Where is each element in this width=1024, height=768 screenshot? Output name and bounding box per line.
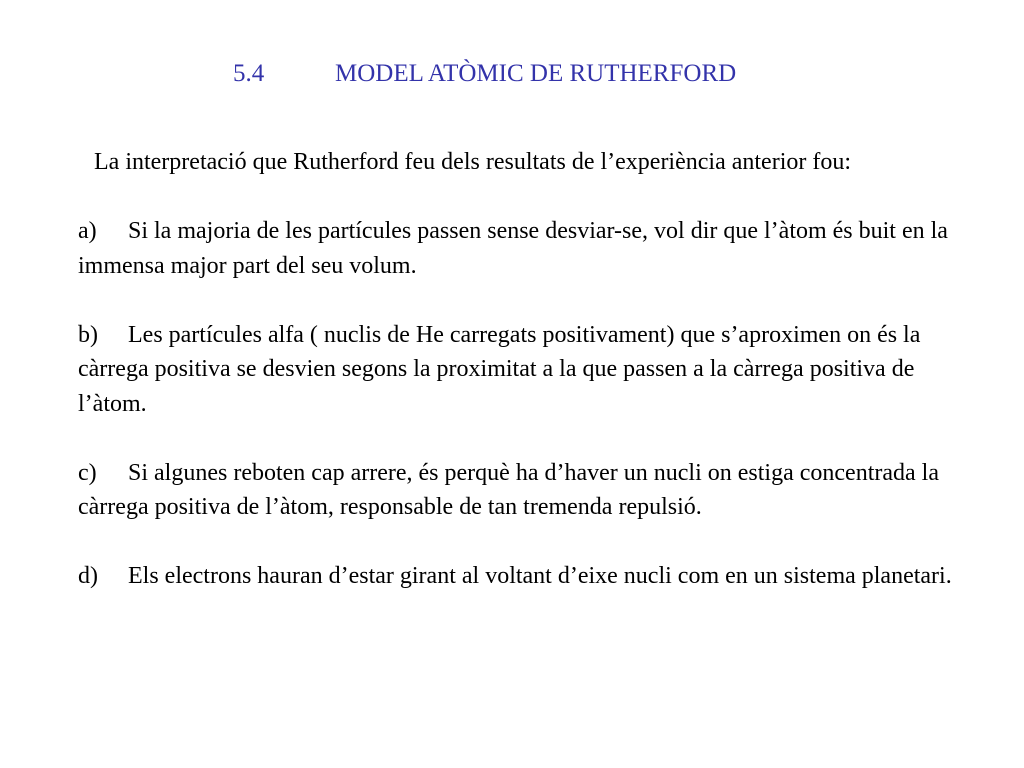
item-c [78, 456, 958, 525]
title-text: MODEL ATÒMIC DE RUTHERFORD [335, 60, 737, 87]
item-a [78, 214, 958, 283]
item-c-label: c) [78, 459, 97, 486]
slide-title [233, 58, 736, 90]
intro-paragraph: La interpretació que Rutherford feu dels resultats de l’experiència anterior fou: [94, 149, 852, 175]
item-b-label: b) [78, 321, 98, 348]
item-b [78, 318, 958, 422]
item-d-label: d) [78, 563, 98, 589]
item-a-text: Si la majoria de les partícules passen sense desviar-se, vol dir que l’àtom és buit en la immensa major part del seu volum. [78, 218, 948, 279]
item-d [78, 559, 958, 594]
item-b-text: Les partícules alfa ( nuclis de He carregats positivament) que s’aproximen on és la càrrega positiva se desvien segons la proximitat a la que passen a la càrrega positiva de l’àtom. [78, 321, 921, 417]
item-c-text: Si algunes reboten cap arrere, és perquè ha d’haver un nucli on estiga concentrada la càrrega positiva de l’àtom, responsable de tan tremenda repulsió. [78, 459, 939, 520]
slide-body [78, 145, 958, 628]
section-number: 5.4 [233, 60, 265, 87]
item-d-text: Els electrons hauran d’estar girant al voltant d’eixe nucli com en un sistema planetari. [128, 563, 952, 589]
item-a-label: a) [78, 218, 97, 244]
